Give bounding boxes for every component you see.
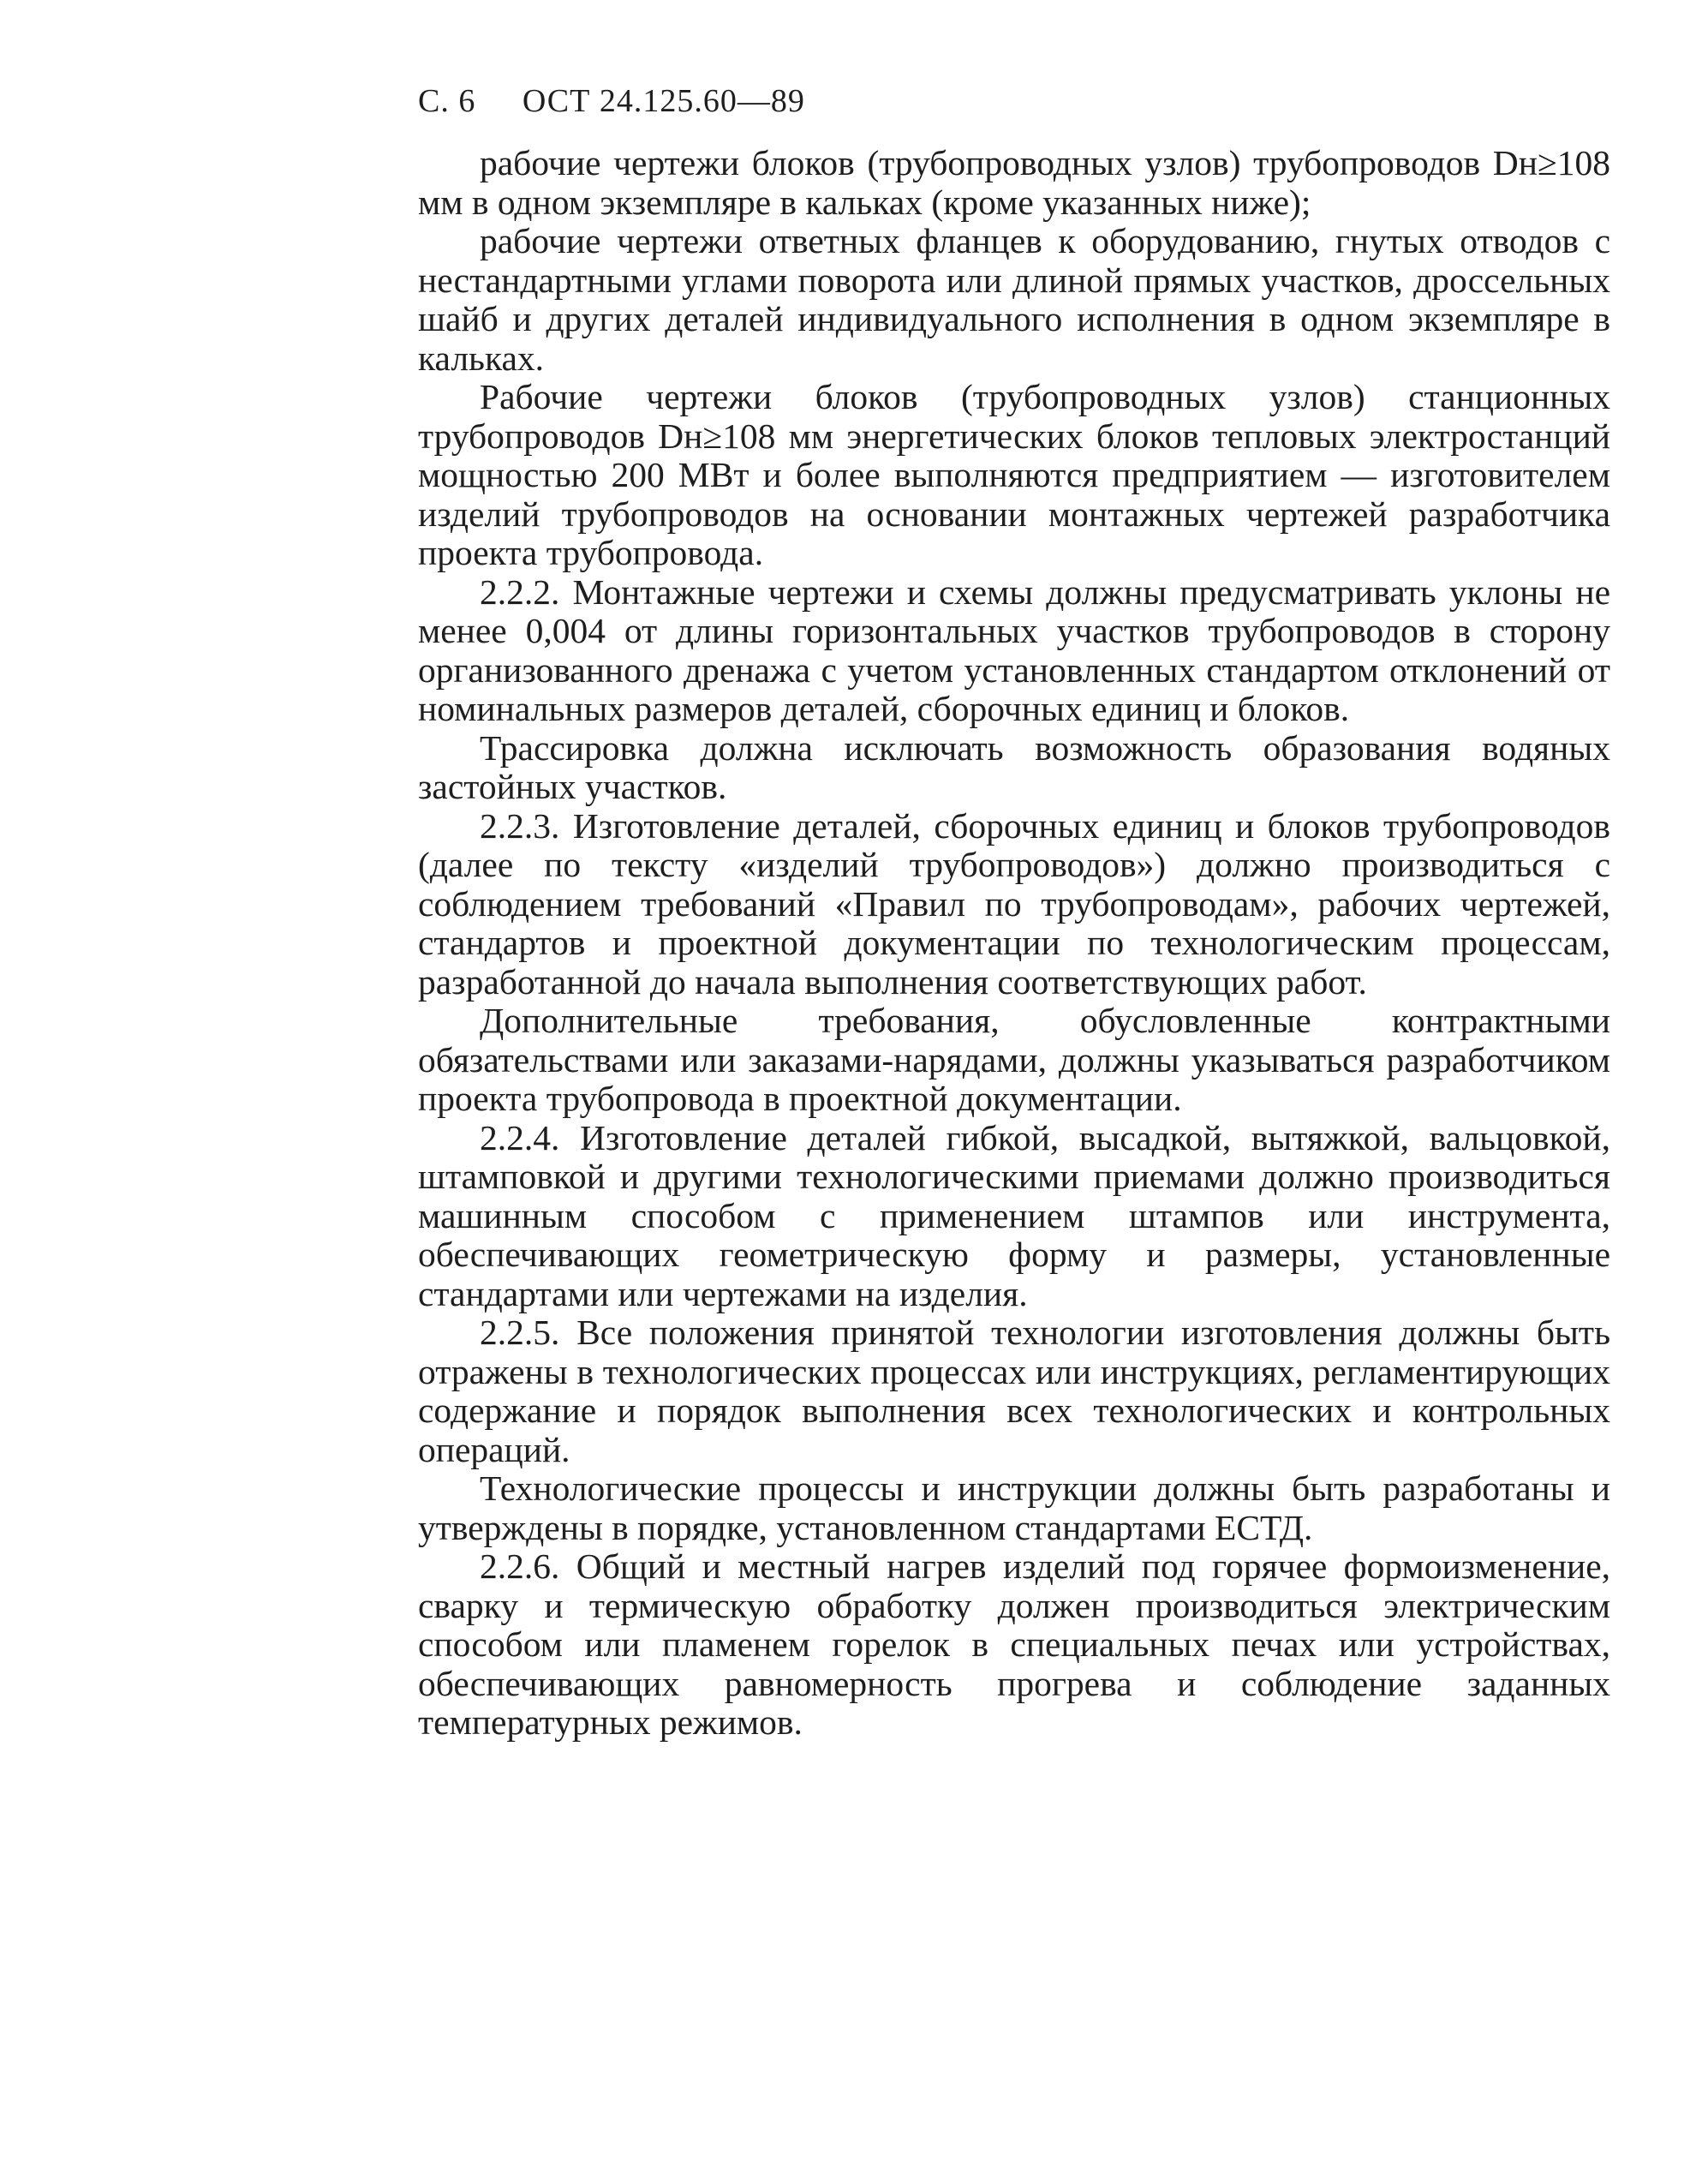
paragraph: Трассировка должна исключать возможность образования водяных застойных участков. [418,727,1610,806]
paragraph: 2.2.5. Все положения принятой технологии изготовления должны быть отражены в технологических процессах или инструкциях, регламентирующих содержание и порядок выполнения всех технологических и контрольных операций. [418,1313,1610,1469]
paragraph: 2.2.2. Монтажные чертежи и схемы должны предусматривать уклоны не менее 0,004 от длины горизонтальных участков трубопроводов в сторону организованного дренажа с учетом установленных стандартом отклонений от номинальных размеров деталей, сборочных единиц и блоков. [418,571,1610,728]
paragraph: 2.2.4. Изготовление деталей гибкой, высадкой, вытяжкой, вальцовкой, штамповкой и другими технологическими приемами должно производиться машинным способом с применением штампов или инструмента, обеспечивающих геометрическую форму и размеры, установленные стандартами или чертежами на изделия. [418,1117,1610,1313]
document-code: ОСТ 24.125.60—89 [522,83,805,119]
paragraph: рабочие чертежи ответных фланцев к оборудованию, гнутых отводов с нестандартными углами поворота или длиной прямых участков, дроссельных шайб и других деталей индивидуального исполнения в одном экземпляре в кальках. [418,221,1610,378]
paragraph: Дополнительные требования, обусловленные контрактными обязательствами или заказами-нарядами, должны указываться разработчиком проекта трубопровода в проектной документации. [418,1001,1610,1118]
paragraph: 2.2.3. Изготовление деталей, сборочных единиц и блоков трубопроводов (далее по тексту «изделий трубопроводов») должно производиться с соблюдением требований «Правил по трубопроводам», рабочих чертежей, стандартов и проектной документации по технологическим процессам, разработанной до начала выполнения соответствующих работ. [418,805,1610,1002]
document-body [418,144,1610,1743]
paragraph: Рабочие чертежи блоков (трубопроводных узлов) станционных трубопроводов Dн≥108 мм энергетических блоков тепловых электростанций мощностью 200 МВт и более выполняются предприятием — изготовителем изделий трубопроводов на основании монтажных чертежей разработчика проекта трубопровода. [418,377,1610,572]
paragraph: Технологические процессы и инструкции должны быть разработаны и утверждены в порядке, установленном стандартами ЕСТД. [418,1468,1610,1547]
paragraph: 2.2.6. Общий и местный нагрев изделий под горячее формоизменение, сварку и термическую обработку должен производиться электрическим способом или пламенем горелок в специальных печах или устройствах, обеспечивающих равномерность прогрева и соблюдение заданных температурных режимов. [418,1546,1610,1742]
page-header [418,82,805,120]
page-number: С. 6 [418,83,476,119]
paragraph: рабочие чертежи блоков (трубопроводных узлов) трубопроводов Dн≥108 мм в одном экземпляре в кальках (кроме указанных ниже); [418,143,1610,222]
